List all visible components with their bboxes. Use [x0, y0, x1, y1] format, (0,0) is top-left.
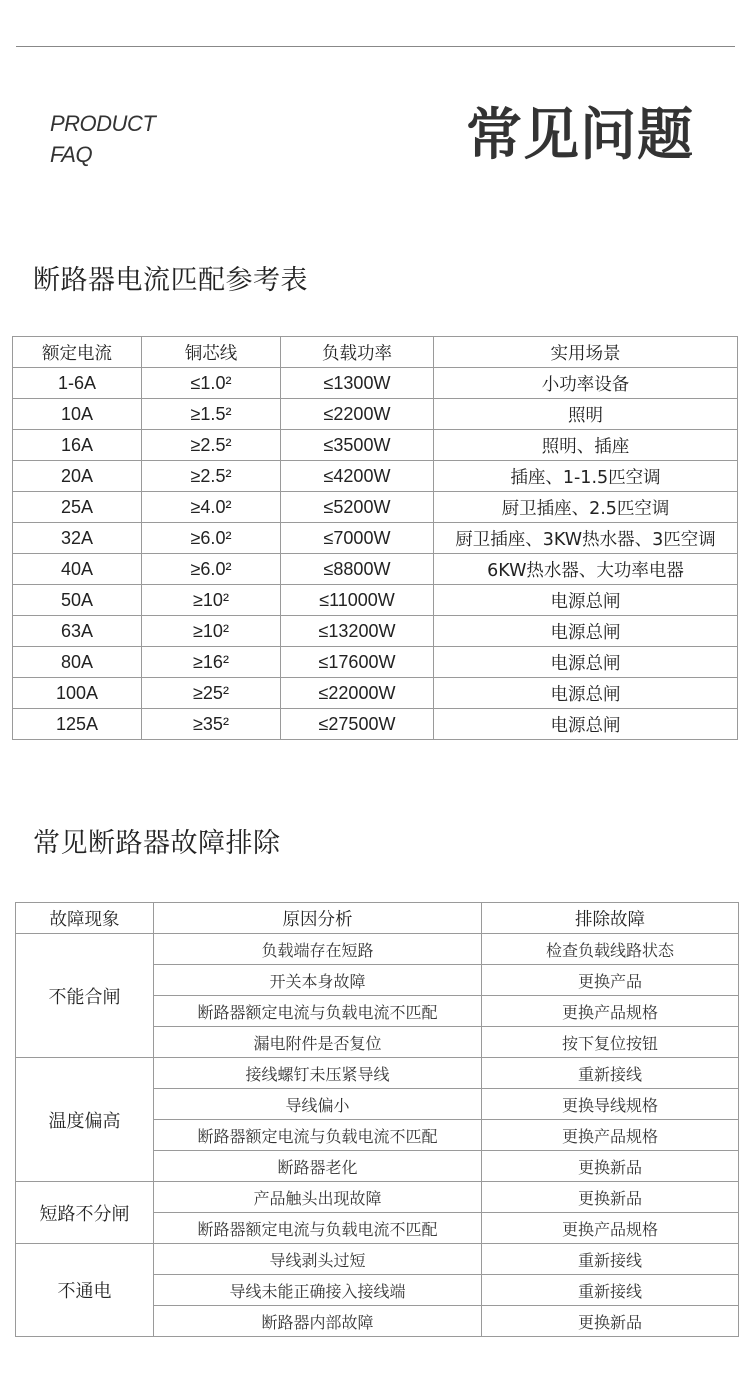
rated-current-cell: 10A: [13, 399, 142, 430]
fix-cell: 更换产品: [482, 965, 739, 996]
load-power-cell: ≤7000W: [281, 523, 434, 554]
fix-cell: 更换产品规格: [482, 1213, 739, 1244]
table-row: [13, 461, 738, 492]
table-row: [13, 399, 738, 430]
rated-current-cell: 25A: [13, 492, 142, 523]
fix-cell: 重新接线: [482, 1058, 739, 1089]
fix-cell: 重新接线: [482, 1244, 739, 1275]
rated-current-cell: 50A: [13, 585, 142, 616]
fix-cell: 检查负载线路状态: [482, 934, 739, 965]
fault-symptom-cell: 不通电: [16, 1244, 154, 1337]
table-row: [13, 430, 738, 461]
section-title-troubleshooting: 常见断路器故障排除: [33, 828, 281, 859]
table-row: [16, 1182, 739, 1213]
load-power-cell: ≤17600W: [281, 647, 434, 678]
page-title: 常见问题: [466, 103, 694, 168]
copper-wire-cell: ≤1.0²: [142, 368, 281, 399]
fault-symptom-cell: 不能合闸: [16, 934, 154, 1058]
fix-cell: 更换新品: [482, 1151, 739, 1182]
usage-scenario-cell: 照明、插座: [434, 430, 738, 461]
fix-cell: 更换新品: [482, 1306, 739, 1337]
load-power-cell: ≤3500W: [281, 430, 434, 461]
rated-current-cell: 125A: [13, 709, 142, 740]
header-fix: 排除故障: [482, 903, 739, 934]
fix-cell: 更换新品: [482, 1182, 739, 1213]
rated-current-cell: 63A: [13, 616, 142, 647]
usage-scenario-cell: 照明: [434, 399, 738, 430]
cause-cell: 导线偏小: [154, 1089, 482, 1120]
cause-cell: 断路器额定电流与负载电流不匹配: [154, 996, 482, 1027]
copper-wire-cell: ≥25²: [142, 678, 281, 709]
rated-current-cell: 16A: [13, 430, 142, 461]
table-row: [16, 934, 739, 965]
copper-wire-cell: ≥35²: [142, 709, 281, 740]
usage-scenario-cell: 厨卫插座、2.5匹空调: [434, 492, 738, 523]
usage-scenario-cell: 厨卫插座、3KW热水器、3匹空调: [434, 523, 738, 554]
usage-scenario-cell: 6KW热水器、大功率电器: [434, 554, 738, 585]
cause-cell: 断路器老化: [154, 1151, 482, 1182]
table-row: [16, 1058, 739, 1089]
load-power-cell: ≤1300W: [281, 368, 434, 399]
table-row: [13, 523, 738, 554]
copper-wire-cell: ≥4.0²: [142, 492, 281, 523]
cause-cell: 漏电附件是否复位: [154, 1027, 482, 1058]
usage-scenario-cell: 电源总闸: [434, 709, 738, 740]
usage-scenario-cell: 电源总闸: [434, 616, 738, 647]
fix-cell: 按下复位按钮: [482, 1027, 739, 1058]
header-usage-scenario: 实用场景: [434, 337, 738, 368]
load-power-cell: ≤4200W: [281, 461, 434, 492]
rated-current-cell: 100A: [13, 678, 142, 709]
copper-wire-cell: ≥10²: [142, 585, 281, 616]
table-row: [13, 616, 738, 647]
usage-scenario-cell: 插座、1-1.5匹空调: [434, 461, 738, 492]
copper-wire-cell: ≥1.5²: [142, 399, 281, 430]
cause-cell: 负载端存在短路: [154, 934, 482, 965]
cause-cell: 导线剥头过短: [154, 1244, 482, 1275]
fault-symptom-cell: 温度偏高: [16, 1058, 154, 1182]
copper-wire-cell: ≥2.5²: [142, 461, 281, 492]
table-row: [13, 554, 738, 585]
fix-cell: 更换导线规格: [482, 1089, 739, 1120]
fix-cell: 更换产品规格: [482, 996, 739, 1027]
cause-cell: 开关本身故障: [154, 965, 482, 996]
header-copper-wire: 铜芯线: [142, 337, 281, 368]
fix-cell: 更换产品规格: [482, 1120, 739, 1151]
table-row: [16, 1244, 739, 1275]
rated-current-cell: 40A: [13, 554, 142, 585]
load-power-cell: ≤5200W: [281, 492, 434, 523]
usage-scenario-cell: 电源总闸: [434, 678, 738, 709]
copper-wire-cell: ≥10²: [142, 616, 281, 647]
load-power-cell: ≤22000W: [281, 678, 434, 709]
copper-wire-cell: ≥2.5²: [142, 430, 281, 461]
copper-wire-cell: ≥6.0²: [142, 554, 281, 585]
table-header-row: [16, 903, 739, 934]
rated-current-cell: 80A: [13, 647, 142, 678]
top-divider: [16, 46, 735, 47]
header-cause-analysis: 原因分析: [154, 903, 482, 934]
cause-cell: 断路器额定电流与负载电流不匹配: [154, 1213, 482, 1244]
header-fault-symptom: 故障现象: [16, 903, 154, 934]
table-header-row: [13, 337, 738, 368]
rated-current-cell: 1-6A: [13, 368, 142, 399]
table-row: [13, 709, 738, 740]
copper-wire-cell: ≥16²: [142, 647, 281, 678]
copper-wire-cell: ≥6.0²: [142, 523, 281, 554]
troubleshooting-table: [15, 902, 739, 1337]
usage-scenario-cell: 电源总闸: [434, 585, 738, 616]
load-power-cell: ≤13200W: [281, 616, 434, 647]
section-title-current-matching: 断路器电流匹配参考表: [33, 265, 308, 296]
table-row: [13, 492, 738, 523]
load-power-cell: ≤27500W: [281, 709, 434, 740]
rated-current-cell: 32A: [13, 523, 142, 554]
fix-cell: 重新接线: [482, 1275, 739, 1306]
english-heading: [50, 108, 155, 170]
table-row: [13, 585, 738, 616]
load-power-cell: ≤11000W: [281, 585, 434, 616]
english-heading-line2: FAQ: [50, 142, 93, 167]
table-row: [13, 678, 738, 709]
header-rated-current: 额定电流: [13, 337, 142, 368]
cause-cell: 接线螺钉未压紧导线: [154, 1058, 482, 1089]
cause-cell: 断路器内部故障: [154, 1306, 482, 1337]
fault-symptom-cell: 短路不分闸: [16, 1182, 154, 1244]
load-power-cell: ≤8800W: [281, 554, 434, 585]
cause-cell: 产品触头出现故障: [154, 1182, 482, 1213]
table-row: [13, 647, 738, 678]
usage-scenario-cell: 电源总闸: [434, 647, 738, 678]
english-heading-line1: PRODUCT: [50, 111, 156, 136]
load-power-cell: ≤2200W: [281, 399, 434, 430]
header-load-power: 负载功率: [281, 337, 434, 368]
table-row: [13, 368, 738, 399]
cause-cell: 断路器额定电流与负载电流不匹配: [154, 1120, 482, 1151]
rated-current-cell: 20A: [13, 461, 142, 492]
usage-scenario-cell: 小功率设备: [434, 368, 738, 399]
current-matching-table: [12, 336, 738, 740]
cause-cell: 导线未能正确接入接线端: [154, 1275, 482, 1306]
